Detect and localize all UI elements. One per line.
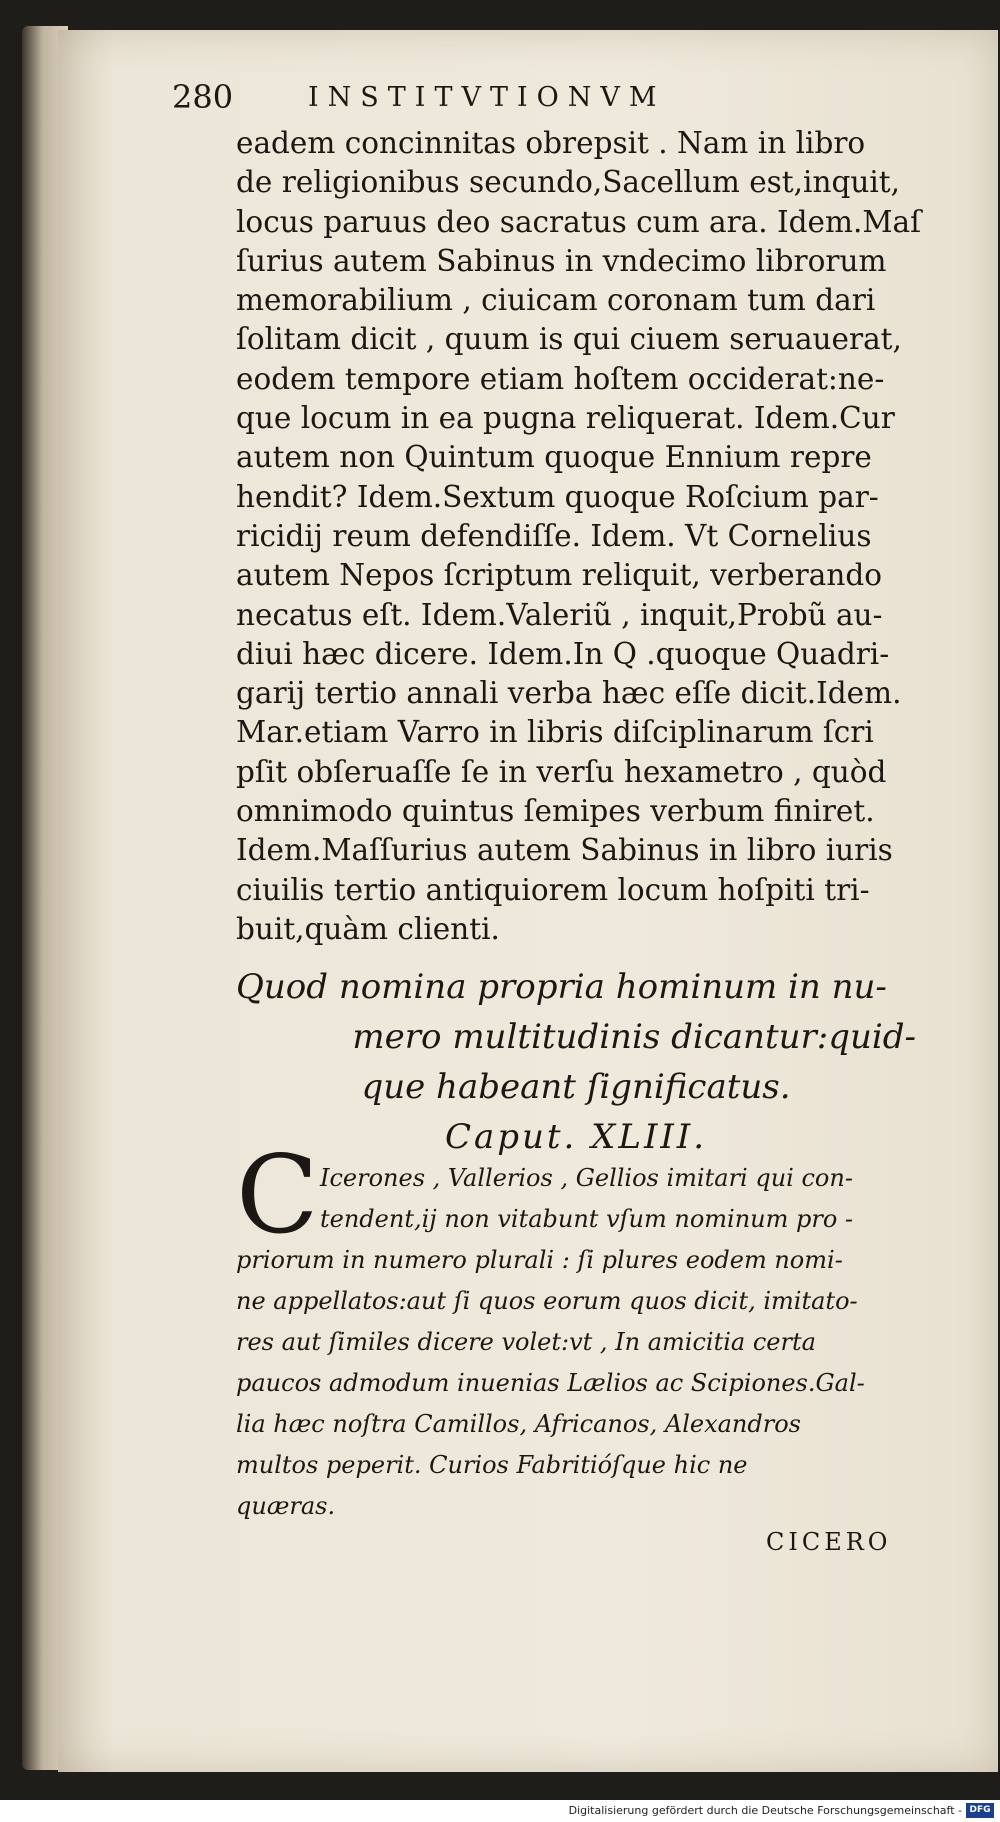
body-text <box>236 124 922 949</box>
text-line: Mar.etiam Varro in libris diſciplinarum ſcri <box>236 715 874 750</box>
footer-bar <box>0 1800 1000 1822</box>
chapter-number: Caput. XLIII. <box>444 1117 708 1157</box>
text-line: eadem concinnitas obrepsit . Nam in libro <box>236 126 866 160</box>
running-head <box>172 78 792 122</box>
dfg-logo: DFG <box>966 1803 994 1818</box>
text-line: omnimodo quintus ſemipes verbum finiret. <box>236 794 875 829</box>
italic-paragraph <box>236 1158 916 1527</box>
text-line: garij tertio annali verba hæc eſſe dicit.Idem. <box>236 676 902 711</box>
text-line: lia hæc noſtra Camillos, Africanos, Alexandros <box>236 1410 801 1438</box>
text-line: ricidij reum defendiſſe. Idem. Vt Cornelius <box>236 518 872 553</box>
text-line: priorum in numero plurali : ſi plures eodem nomi- <box>236 1246 843 1274</box>
text-line: locus paruus deo sacratus cum ara. Idem.Maſ <box>236 204 922 239</box>
catchword: CICERO <box>766 1528 892 1556</box>
text-line: autem Nepos ſcriptum reliquit, verberando <box>236 558 883 593</box>
text-line: de religionibus secundo,Sacellum est,inquit, <box>236 165 901 200</box>
text-line: necatus eſt. Idem.Valeriũ , inquit,Probũ au- <box>236 597 883 632</box>
chapter-heading-line: que habeant ſignificatus. <box>361 1067 791 1107</box>
funding-credit: Digitalisierung gefördert durch die Deutsche Forschungsgemeinschaft - <box>568 1804 962 1817</box>
text-line: buit,quàm clienti. <box>236 911 500 946</box>
text-line: quæras. <box>236 1492 336 1520</box>
text-line: eodem tempore etiam hoſtem occiderat:ne- <box>236 361 885 396</box>
text-line: diui hæc dicere. Idem.In Q .quoque Quadri- <box>236 636 890 671</box>
text-line: que locum in ea pugna reliquerat. Idem.Cur <box>236 401 895 436</box>
text-line: autem non Quintum quoque Ennium repre <box>236 440 872 475</box>
text-line: multos peperit. Curios Fabritióſque hic ne <box>236 1451 748 1479</box>
chapter-heading-line: mero multitudinis dicantur:quid- <box>352 1017 916 1057</box>
text-line: res aut ſimiles dicere volet:vt , In amicitia certa <box>236 1328 816 1356</box>
text-line: ciuilis tertio antiquiorem locum hoſpiti tri- <box>236 872 870 907</box>
text-line: pſit obſeruaſſe ſe in verſu hexametro , quòd <box>236 754 887 789</box>
chapter-heading <box>236 962 916 1162</box>
text-line: memorabilium , ciuicam coronam tum dari <box>236 283 876 318</box>
running-title: INSTITVTIONVM <box>308 82 666 113</box>
text-line: tendent,ij non vitabunt vſum nominum pro - <box>320 1205 854 1233</box>
text-line: Idem.Maſſurius autem Sabinus in libro iuris <box>236 833 893 868</box>
text-line: hendit? Idem.Sextum quoque Roſcium par- <box>236 479 879 514</box>
text-line: paucos admodum inuenias Lælios ac Scipiones.Gal- <box>236 1369 865 1397</box>
drop-cap: C <box>236 1133 319 1258</box>
text-line: ſurius autem Sabinus in vndecimo librorum <box>236 243 887 278</box>
text-line: ſolitam dicit , quum is qui ciuem seruauerat, <box>236 322 902 357</box>
text-line: ne appellatos:aut ſi quos eorum quos dicit, imitato- <box>236 1287 858 1315</box>
page-number: 280 <box>172 78 234 116</box>
text-line: Icerones , Vallerios , Gellios imitari qui con- <box>320 1164 853 1192</box>
chapter-heading-line: Quod nomina propria hominum in nu- <box>236 967 887 1007</box>
